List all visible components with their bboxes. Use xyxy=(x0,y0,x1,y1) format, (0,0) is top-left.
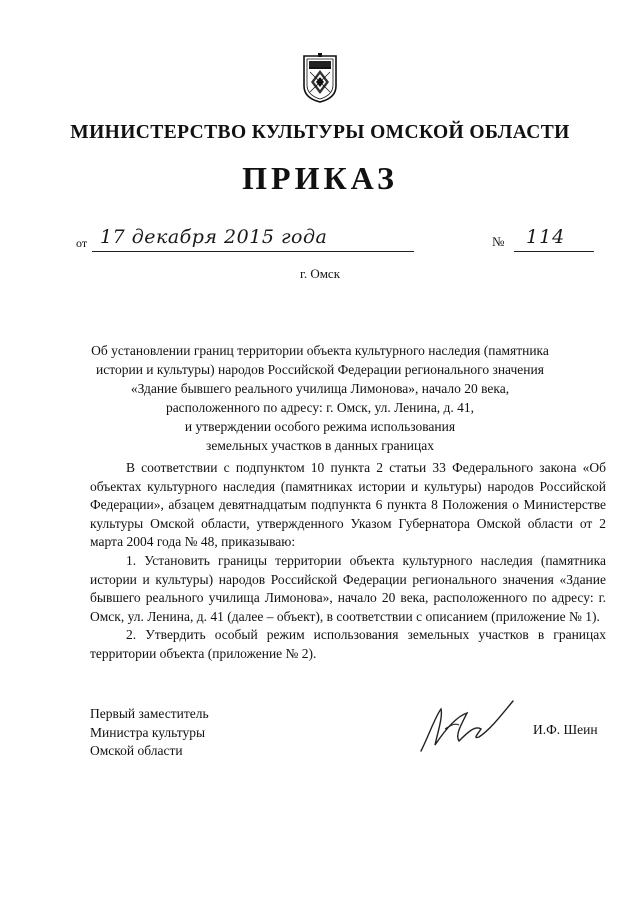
subject-line: и утверждении особого режима использования xyxy=(184,419,456,434)
signer-position-line: Омской области xyxy=(90,743,183,758)
coat-of-arms-icon xyxy=(301,52,339,104)
date-underline xyxy=(92,251,414,252)
subject-line: истории и культуры) народов Российской Федерации регионального значения xyxy=(96,362,544,377)
order-subject xyxy=(80,341,560,455)
order-body xyxy=(90,459,606,664)
number-underline xyxy=(514,251,594,252)
number-prefix: № xyxy=(492,234,505,249)
signer-position xyxy=(90,705,209,761)
body-paragraph-item-1: 1. Установить границы территории объекта культурного наследия (памятника истории и культуры) народов Российской Федерации регионального значения «Здание бывшего реального училища Лимонова», начало 20 века, расположенного по адресу: г. Омск, ул. Ленина, д. 41 (далее – объект), в соответствии с описанием (приложение № 1). xyxy=(90,552,606,624)
subject-line: земельных участков в данных границах xyxy=(206,438,434,453)
ministry-name: МИНИСТЕРСТВО КУЛЬТУРЫ ОМСКОЙ ОБЛАСТИ xyxy=(70,122,570,143)
city-label: г. Омск xyxy=(299,266,341,281)
signer-position-line: Первый заместитель xyxy=(90,706,209,721)
handwritten-number: 114 xyxy=(526,226,566,248)
handwritten-signature-icon xyxy=(415,695,515,757)
document-type-title: ПРИКАЗ xyxy=(242,160,398,196)
subject-line: расположенного по адресу: г. Омск, ул. Ленина, д. 41, xyxy=(165,400,475,415)
signer-position-line: Министра культуры xyxy=(90,724,206,740)
body-paragraph-preamble: В соответствии с подпунктом 10 пункта 2 статьи 33 Федерального закона «Об объектах культурного наследия (памятниках истории и культуры) народов Российской Федерации», абзацем девятнадцатым подпункта 6 пункта 8 Положения о Министерстве культуры Омской области, утвержденного Указом Губернатора Омской области от 2 марта 2004 года № 48, приказываю: xyxy=(90,460,606,550)
handwritten-date: 17 декабря 2015 года xyxy=(100,226,328,248)
body-paragraph-item-2: 2. Утвердить особый режим использования земельных участков в границах территории объекта (приложение № 2). xyxy=(90,627,606,661)
subject-line: Об установлении границ территории объекта культурного наследия (памятника xyxy=(91,343,549,358)
signer-name: И.Ф. Шеин xyxy=(533,722,598,737)
date-number-row xyxy=(76,226,596,256)
subject-line: «Здание бывшего реального училища Лимонова», начало 20 века, xyxy=(130,381,510,396)
date-prefix: от xyxy=(76,236,88,250)
